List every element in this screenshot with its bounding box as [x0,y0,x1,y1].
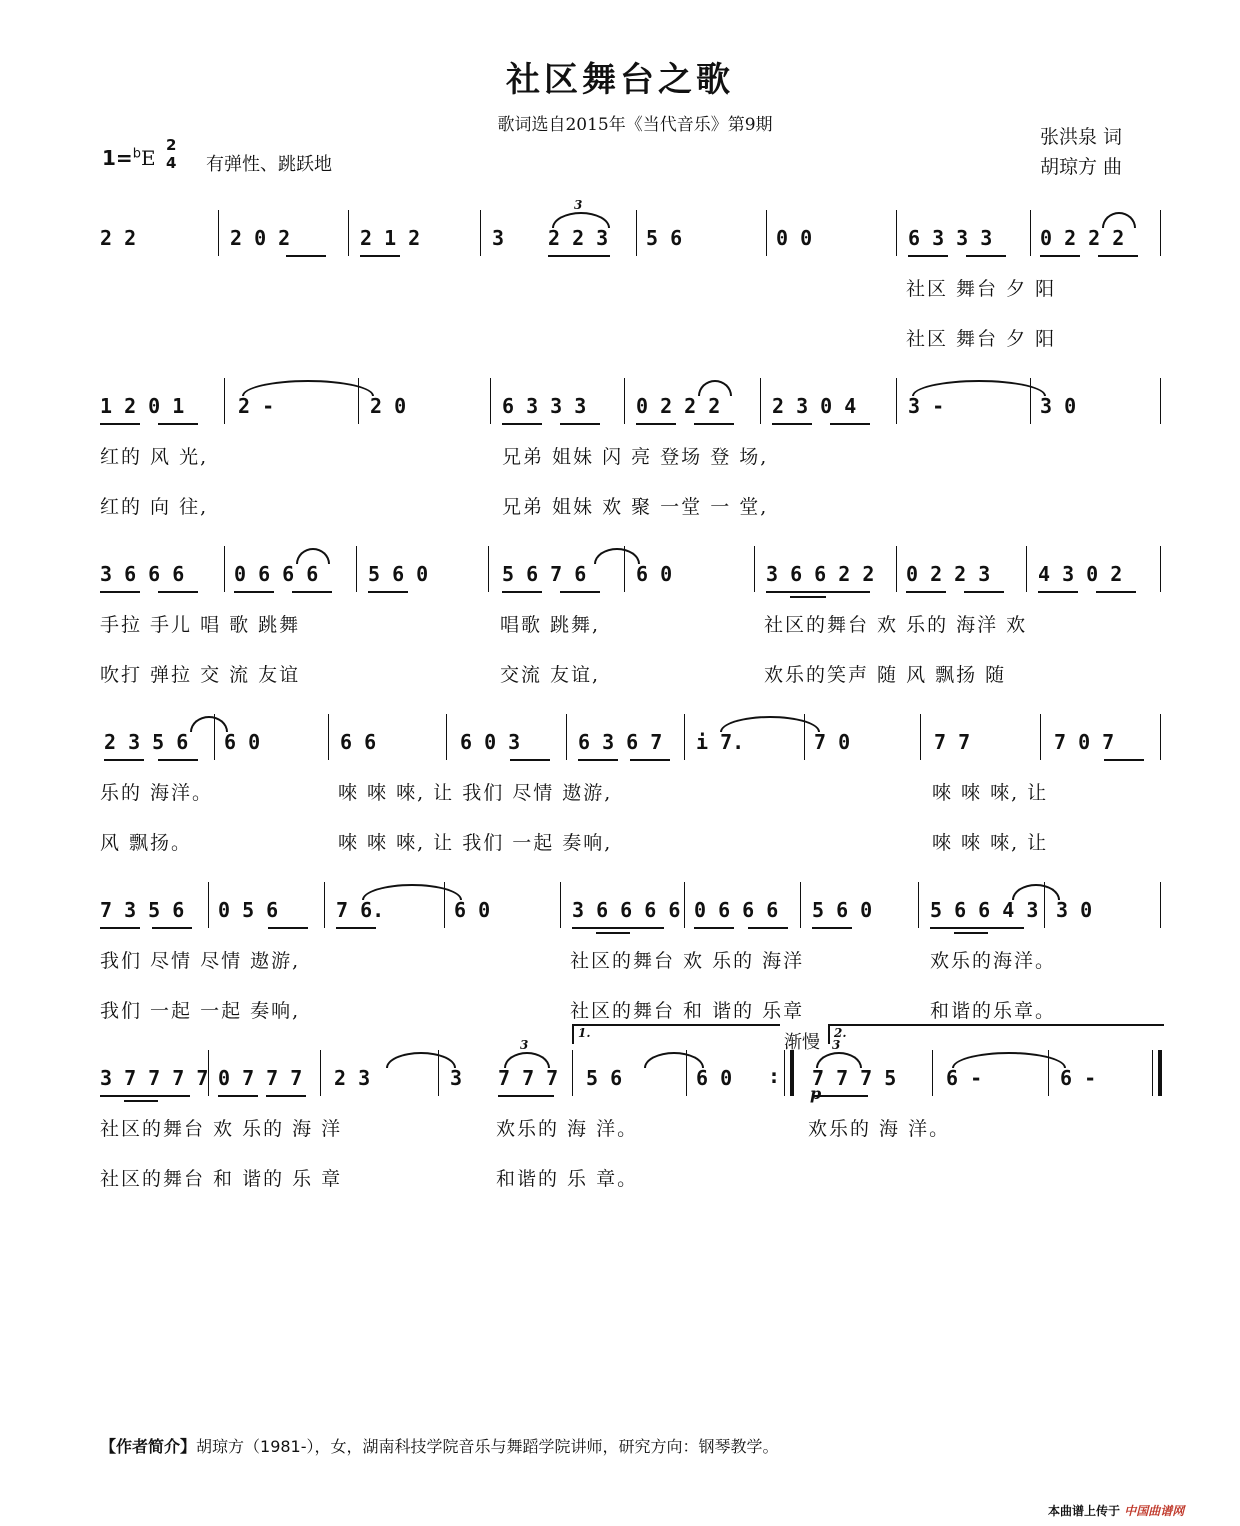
measure: 0 0 [776,226,813,250]
barline [896,546,897,592]
barline [1160,210,1161,256]
beam [596,932,630,934]
staff-row-5 [100,890,1162,930]
measure: 6 3 3 3 [908,226,993,250]
beam [908,255,948,257]
barline [214,714,215,760]
beam [636,423,676,425]
measure: 0 2 2 2 [636,394,721,418]
beam [266,1095,306,1097]
barline [754,546,755,592]
tie [816,1052,862,1068]
measure: 6 0 [696,1066,733,1090]
measure: 2 2 3 [548,226,609,250]
barline [1160,882,1161,928]
measure: 2 - [238,394,275,418]
measure: 2 3 [334,1066,371,1090]
ritardando-mark: 渐慢 [784,1032,820,1053]
barline [224,378,225,424]
barline [444,882,445,928]
lyric-line: 兄弟 姐妹 闪 亮 登场 登 场, [502,446,769,468]
beam [694,423,734,425]
barline [1040,714,1041,760]
beam [234,591,274,593]
barline [446,714,447,760]
beam [748,927,788,929]
staff-row-4 [100,722,1162,762]
barline [1160,378,1161,424]
barline [804,714,805,760]
barline [760,378,761,424]
barline [438,1050,439,1096]
barline [572,1050,573,1096]
measure: 6 - [946,1066,983,1090]
beam [548,255,610,257]
barline [488,546,489,592]
beam [498,1095,554,1097]
beam [772,423,812,425]
tie [644,1052,704,1068]
tie [1102,212,1136,228]
barline [624,378,625,424]
measure: 7 0 [814,730,851,754]
barline [766,210,767,256]
measure: 3 6 6 6 [100,562,185,586]
barline [636,210,637,256]
measure: 3 0 [1040,394,1077,418]
beam [360,255,400,257]
beam [104,759,144,761]
measure: 2 0 [370,394,407,418]
triplet-mark: 3 [574,198,583,212]
beam [502,591,542,593]
barline [896,378,897,424]
barline [490,378,491,424]
composer-credit: 胡琼方 曲 [1040,156,1123,178]
lyric-line: 手拉 手儿 唱 歌 跳舞 [100,614,301,636]
volta-2: 2. [828,1024,1164,1044]
measure: i 7. [696,730,745,754]
beam [218,1095,258,1097]
measure: 6 0 3 [460,730,521,754]
triplet-mark: 3 [832,1038,841,1052]
barline [1030,210,1031,256]
measure: 0 2 2 2 [1040,226,1125,250]
barline [1160,714,1161,760]
measure: 0 6 6 6 [234,562,319,586]
beam [694,927,734,929]
barline [1044,882,1045,928]
barline [896,210,897,256]
lyric-line: 社区的舞台 欢 乐的 海 洋 [100,1118,343,1140]
beam [560,423,600,425]
staff-row-6 [100,1026,1162,1103]
beam [100,927,140,929]
beam [124,1100,158,1102]
tie [720,716,820,732]
barline [560,882,561,928]
beam [560,591,600,593]
measure: 5 6 7 6 [502,562,587,586]
beam [790,596,826,598]
beam [152,927,192,929]
measure: 0 2 2 3 [906,562,991,586]
measure: 5 6 [586,1066,623,1090]
tie [242,380,374,396]
tie [552,212,610,228]
beam [830,423,870,425]
tie [386,1052,456,1068]
lyric-line: 和谐的 乐 章。 [496,1168,639,1190]
measure: 5 6 6 4 3 [930,898,1039,922]
tie [296,548,330,564]
measure: 6 3 6 7 [578,730,663,754]
time-signature: 2 4 [166,136,177,172]
lyric-line: 唻 唻 唻, 让 我们 尽情 遨游, [338,782,613,804]
measure: 2 0 2 [230,226,291,250]
measure: 3 - [908,394,945,418]
barline [348,210,349,256]
tie [1012,884,1060,900]
barline [1152,1050,1153,1096]
beam [1038,591,1078,593]
beam [630,759,670,761]
measure: 7 7 [934,730,971,754]
triplet-mark: 3 [520,1038,529,1052]
tie [594,548,640,564]
tempo-marking: 有弹性、跳跃地 [206,154,332,175]
barline [1026,546,1027,592]
lyric-line: 社区的舞台 和 谐的 乐 章 [100,1168,343,1190]
beam [906,591,946,593]
beam [966,255,1006,257]
measure: 4 3 0 2 [1038,562,1123,586]
beam [100,591,140,593]
beam [158,591,198,593]
lyric-line: 唻 唻 唻, 让 [932,832,1049,854]
beam [510,759,550,761]
measure: 2 3 0 4 [772,394,857,418]
lyric-line: 唱歌 跳舞, [500,614,601,636]
measure: 5 6 0 [812,898,873,922]
barline [1030,378,1031,424]
lyric-line: 唻 唻 唻, 让 我们 一起 奏响, [338,832,613,854]
lyric-line: 社区 舞台 夕 阳 [906,328,1057,350]
lyricist-credit: 张洪泉 词 [1040,126,1123,148]
lyric-line: 欢乐的笑声 随 风 飘扬 随 [764,664,1007,686]
beam [964,591,1004,593]
barline [1048,1050,1049,1096]
measure: 6 0 [224,730,261,754]
measure: 0 6 6 6 [694,898,779,922]
measure: 3 6 6 6 6 [572,898,681,922]
repeat-dots: : [768,1064,781,1088]
barline [784,1050,785,1096]
barline-thick [790,1050,794,1096]
barline [566,714,567,760]
barline [920,714,921,760]
measure: 7 7 7 [498,1066,559,1090]
lyric-line: 欢乐的 海 洋。 [808,1118,951,1140]
final-barline [1158,1050,1162,1096]
upload-notice: 本曲谱上传于 中国曲谱网 [1048,1504,1185,1518]
measure: 3 6 6 2 2 [766,562,875,586]
tie [190,716,228,732]
staff-row-1 [100,198,1162,258]
measure: 7 7 7 5 [812,1066,897,1090]
measure: 7 3 5 6 [100,898,185,922]
barline [480,210,481,256]
tie [362,884,462,900]
measure: 3 [450,1066,463,1090]
barline [918,882,919,928]
key-signature: 1=$^b$E [102,146,156,170]
beam [812,927,852,929]
lyric-line: 我们 尽情 尽情 遨游, [100,950,301,972]
barline [624,546,625,592]
measure: 0 7 7 7 [218,1066,303,1090]
lyric-line: 红的 向 往, [100,496,209,518]
volta-1: 1. [572,1024,780,1044]
lyric-line: 吹打 弹拉 交 流 友谊 [100,664,301,686]
lyric-line: 社区的舞台 欢 乐的 海洋 欢 [764,614,1028,636]
beam [100,1095,190,1097]
beam [158,759,198,761]
measure: 2 1 2 [360,226,421,250]
measure: 6 - [1060,1066,1097,1090]
beam [100,423,140,425]
barline [328,714,329,760]
lyric-line: 兄弟 姐妹 欢 聚 一堂 一 堂, [502,496,769,518]
barline [686,1050,687,1096]
beam [1096,591,1136,593]
measure: 6 0 [636,562,673,586]
beam [1104,759,1144,761]
beam [1040,255,1080,257]
staff-row-2 [100,386,1162,426]
page-title: 社区舞台之歌 [506,60,734,100]
beam [158,423,198,425]
barline [224,546,225,592]
measure: 3 0 [1056,898,1093,922]
lyric-line: 交流 友谊, [500,664,601,686]
dynamic-mark: p [810,1084,822,1103]
beam [930,927,1024,929]
measure: 7 6. [336,898,385,922]
measure: 0 5 6 [218,898,279,922]
barline [324,882,325,928]
beam [1098,255,1138,257]
measure: 2 2 [100,226,137,250]
measure: 3 [492,226,505,250]
barline [218,210,219,256]
measure: 1 2 0 1 [100,394,185,418]
barline [684,714,685,760]
lyric-line: 欢乐的 海 洋。 [496,1118,639,1140]
lyric-line: 和谐的乐章。 [930,1000,1057,1022]
measure: 2 3 5 6 [104,730,189,754]
measure: 5 6 0 [368,562,429,586]
barline [1160,546,1161,592]
tie [504,1052,550,1068]
barline [356,546,357,592]
barline [932,1050,933,1096]
subtitle: 歌词选自2015年《当代音乐》第9期 [497,115,773,135]
lyric-line: 社区的舞台 欢 乐的 海洋 [570,950,805,972]
lyric-line: 社区的舞台 和 谐的 乐章 [570,1000,805,1022]
beam [292,591,332,593]
beam [286,255,326,257]
measure: 7 0 7 [1054,730,1115,754]
measure: 6 0 [454,898,491,922]
lyric-line: 乐的 海洋。 [100,782,214,804]
beam [766,591,870,593]
barline [320,1050,321,1096]
lyric-line: 我们 一起 一起 奏响, [100,1000,301,1022]
barline [208,1050,209,1096]
beam [954,932,988,934]
site-logo: 中国曲谱网 [1124,1504,1185,1518]
barline [208,882,209,928]
lyric-line: 风 飘扬。 [100,832,193,854]
beam [268,927,308,929]
measure: 6 3 3 3 [502,394,587,418]
lyric-line: 唻 唻 唻, 让 [932,782,1049,804]
staff-row-3 [100,554,1162,594]
barline [684,882,685,928]
measure: 6 6 [340,730,377,754]
beam [368,591,408,593]
lyric-line: 欢乐的海洋。 [930,950,1057,972]
measure: 3 7 7 7 7 [100,1066,209,1090]
tie [912,380,1046,396]
author-bio: 【作者简介】胡琼方（1981-），女，湖南科技学院音乐与舞蹈学院讲师，研究方向：钢琴教学。 [100,1437,779,1456]
lyric-line: 社区 舞台 夕 阳 [906,278,1057,300]
tie [698,380,732,396]
barline [800,882,801,928]
beam [578,759,618,761]
beam [572,927,664,929]
measure: 5 6 [646,226,683,250]
beam [336,927,376,929]
lyric-line: 红的 风 光, [100,446,209,468]
beam [502,423,542,425]
barline [358,378,359,424]
